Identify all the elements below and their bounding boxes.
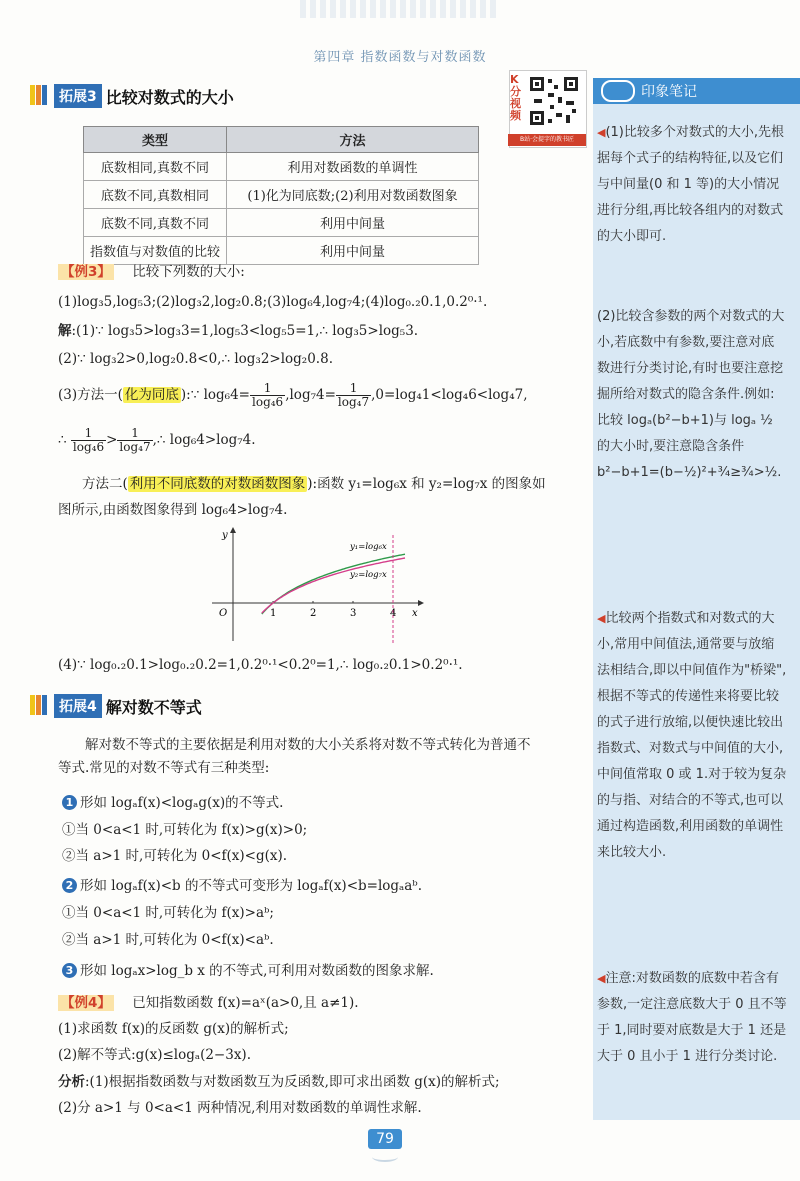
text: ):∵ log₆4= <box>180 387 250 404</box>
table-cell: 底数不同,真数相同 <box>84 181 227 209</box>
log-graph <box>200 525 430 645</box>
number-badge: 1 <box>62 795 77 810</box>
x-tick-label: 1 <box>270 608 277 619</box>
section-title: 解对数不等式 <box>105 697 202 717</box>
table-row <box>84 181 479 209</box>
example-3-prompt <box>58 262 245 284</box>
example-4-prompt <box>58 993 359 1015</box>
analysis <box>58 1072 500 1094</box>
solution-3 <box>58 382 527 409</box>
section-tag: 拓展3 <box>54 84 102 108</box>
book-icon <box>30 695 52 717</box>
x-axis-arrow-icon <box>418 600 424 606</box>
text: ,log₇4= <box>285 387 336 404</box>
sidebar-header <box>593 78 800 104</box>
text: ,∴ log₆4>log₇4. <box>152 432 256 449</box>
type-3 <box>62 961 434 983</box>
x-tick-label: O <box>219 608 228 619</box>
book-icon <box>30 85 52 107</box>
question-2: (2)解不等式:g(x)≤logₐ(2−3x). <box>58 1047 251 1063</box>
fraction: $\frac{1}{\text{log₄6}}$ <box>72 426 105 455</box>
table-header: 方法 <box>227 127 479 153</box>
prompt-text: 已知指数函数 f(x)=aˣ(a>0,且 a≠1). <box>132 995 359 1011</box>
bird-icon <box>372 1152 398 1162</box>
solution-1 <box>58 321 418 343</box>
table-cell: 底数相同,真数不同 <box>84 153 227 181</box>
text: (3)方法一( <box>58 387 123 404</box>
x-tick-label: 4 <box>390 608 397 619</box>
example-tag: 【例3】 <box>58 264 114 280</box>
table-header: 类型 <box>84 127 227 153</box>
table-cell: 利用对数函数的单调性 <box>227 153 479 181</box>
example-tag: 【例4】 <box>58 995 114 1011</box>
method-table <box>83 126 479 265</box>
text: 方法二( <box>82 476 128 492</box>
table-cell: 底数不同,真数不同 <box>84 209 227 237</box>
solution-3-conclusion: ∴ $\frac{1}{\text{log₄6}}$ > $\frac{1}{\text{log₄7}}$ ,∴ log₆4>log₇4. <box>58 426 256 455</box>
note-2: (2)比较含参数的两个对数式的大小,若底数中有参数,要注意对底数进行分类讨论,有时也要注意挖掘所给对数式的隐含条件.例如:比较 logₐ(b²−b+1)与 logₐ ½ 的大小时,要注意隐含条件 b²−b+1=(b−½)²+¾≥¾>½. <box>597 309 785 480</box>
type-1b: ②当 a>1 时,可转化为 0<f(x)<g(x). <box>62 848 288 864</box>
type-1 <box>62 793 283 815</box>
text: 形如 logₐf(x)<b 的不等式可变形为 logₐf(x)<b=logₐaᵇ. <box>80 878 423 894</box>
header-decoration <box>300 0 500 18</box>
text: :(1)根据指数函数与对数函数互为反函数,即可求出函数 g(x)的解析式; <box>85 1074 500 1090</box>
triangle-icon: ◀ <box>597 612 606 625</box>
prompt-text: 比较下列数的大小: <box>132 264 245 280</box>
text: 形如 logₐx>log_b x 的不等式,可利用对数函数的图象求解. <box>80 963 434 979</box>
x-axis-label: x <box>412 608 418 619</box>
solution-2: (2)∵ log₃2>0,log₂0.8<0,∴ log₃2>log₂0.8. <box>58 351 333 367</box>
method-2 <box>82 474 546 496</box>
question-1: (1)求函数 f(x)的反函数 g(x)的解析式; <box>58 1021 289 1037</box>
highlight: 利用不同底数的对数函数图象 <box>129 476 306 492</box>
sidebar-title: 印象笔记 <box>641 84 697 100</box>
note-1: ◀(1)比较多个对数式的大小,先根据每个式子的结构特征,以及它们与中间量(0 和 1 等)的大小情况进行分组,再比较各组内的对数式的大小即可. <box>597 125 785 244</box>
analysis-cont: (2)分 a>1 与 0<a<1 两种情况,利用对数函数的单调性求解. <box>58 1100 422 1116</box>
triangle-icon: ◀ <box>597 126 606 139</box>
text: ,0=log₄1<log₄6<log₄7, <box>371 387 528 404</box>
type-2a: ①当 0<a<1 时,可转化为 f(x)>aᵇ; <box>62 905 274 921</box>
paragraph: 解对数不等式的主要依据是利用对数的大小关系将对数不等式转化为普通不 <box>85 737 531 753</box>
page-number: 79 <box>368 1129 402 1149</box>
y-axis-label: y <box>222 530 228 541</box>
solution-text: :(1)∵ log₃5>log₃3=1,log₅3<log₅5=1,∴ log₃5>log₅3. <box>71 323 419 339</box>
inequality-intro <box>58 734 586 779</box>
table-row <box>84 209 479 237</box>
table-cell: (1)化为同底数;(2)利用对数函数图象 <box>227 181 479 209</box>
note-3: ◀比较两个指数式和对数式的大小,常用中间值法,通常要与放缩法相结合,即以中间值作为"桥梁",根据不等式的传递性来将要比较的式子进行放缩,以便快速比较出指数式、对数式与中间值的大小,中间值常取 0 或 1.对于较为复杂的与指、对结合的不等式,也可以通过构造函数,利用函数的单调性来比较大小. <box>597 611 787 860</box>
solution-label: 解 <box>58 323 72 339</box>
type-2b: ②当 a>1 时,可转化为 0<f(x)<aᵇ. <box>62 932 274 948</box>
x-tick-label: 3 <box>350 608 357 619</box>
section-4-heading <box>30 694 202 718</box>
cloud-icon <box>601 80 635 102</box>
text: ∴ <box>58 432 67 449</box>
y-axis-arrow-icon <box>230 527 236 533</box>
series-line-log6 <box>262 554 405 614</box>
x-tick-label: 2 <box>310 608 317 619</box>
text: 形如 logₐf(x)<logₐg(x)的不等式. <box>80 795 284 811</box>
video-label: K分视频 <box>510 73 521 122</box>
analysis-label: 分析 <box>58 1074 85 1090</box>
table-cell: 利用中间量 <box>227 209 479 237</box>
table-cell: 指数值与对数值的比较 <box>84 237 227 265</box>
number-badge: 2 <box>62 878 77 893</box>
section-tag: 拓展4 <box>54 694 102 718</box>
table-cell: 利用中间量 <box>227 237 479 265</box>
type-1a: ①当 0<a<1 时,可转化为 f(x)>g(x)>0; <box>62 822 308 838</box>
fraction: $\frac{1}{\text{log₄7}}$ <box>119 426 151 455</box>
qr-caption: B站·会提字的教书匠 <box>508 134 586 146</box>
example-3-items: (1)log₃5,log₅3;(2)log₃2,log₂0.8;(3)log₆4,log₇4;(4)log₀.₂0.1,0.2⁰·¹. <box>58 294 488 310</box>
series-line-log7 <box>262 558 405 613</box>
note-4: ◀注意:对数函数的底数中若含有参数,一定注意底数大于 0 且不等于 1,同时要对底数是大于 1 还是大于 0 且小于 1 进行分类讨论. <box>597 971 787 1064</box>
text: ):函数 y₁=log₆x 和 y₂=log₇x 的图象如 <box>307 476 546 492</box>
legend-label-log7: y₂=log₇x <box>350 570 387 580</box>
triangle-icon: ◀ <box>597 972 606 985</box>
table-row <box>84 237 479 265</box>
legend-label-log6: y₁=log₆x <box>350 542 387 552</box>
table-row <box>84 153 479 181</box>
method-2-cont: 图所示,由函数图象得到 log₆4>log₇4. <box>58 502 288 518</box>
number-badge: 3 <box>62 963 77 978</box>
fraction: $\frac{1}{\text{log₄7}}$ <box>337 381 370 410</box>
paragraph: 等式.常见的对数不等式有三种类型: <box>58 759 270 776</box>
section-title: 比较对数式的大小 <box>105 87 234 107</box>
type-2 <box>62 876 422 898</box>
solution-4: (4)∵ log₀.₂0.1>log₀.₂0.2=1,0.2⁰·¹<0.2⁰=1,∴ log₀.₂0.1>0.2⁰·¹. <box>58 657 463 673</box>
highlight: 化为同底 <box>124 387 179 404</box>
fraction: $\frac{1}{\text{log₄6}}$ <box>252 381 284 410</box>
section-3-heading <box>30 84 234 108</box>
chapter-header: 第四章 指数函数与对数函数 <box>313 50 487 65</box>
